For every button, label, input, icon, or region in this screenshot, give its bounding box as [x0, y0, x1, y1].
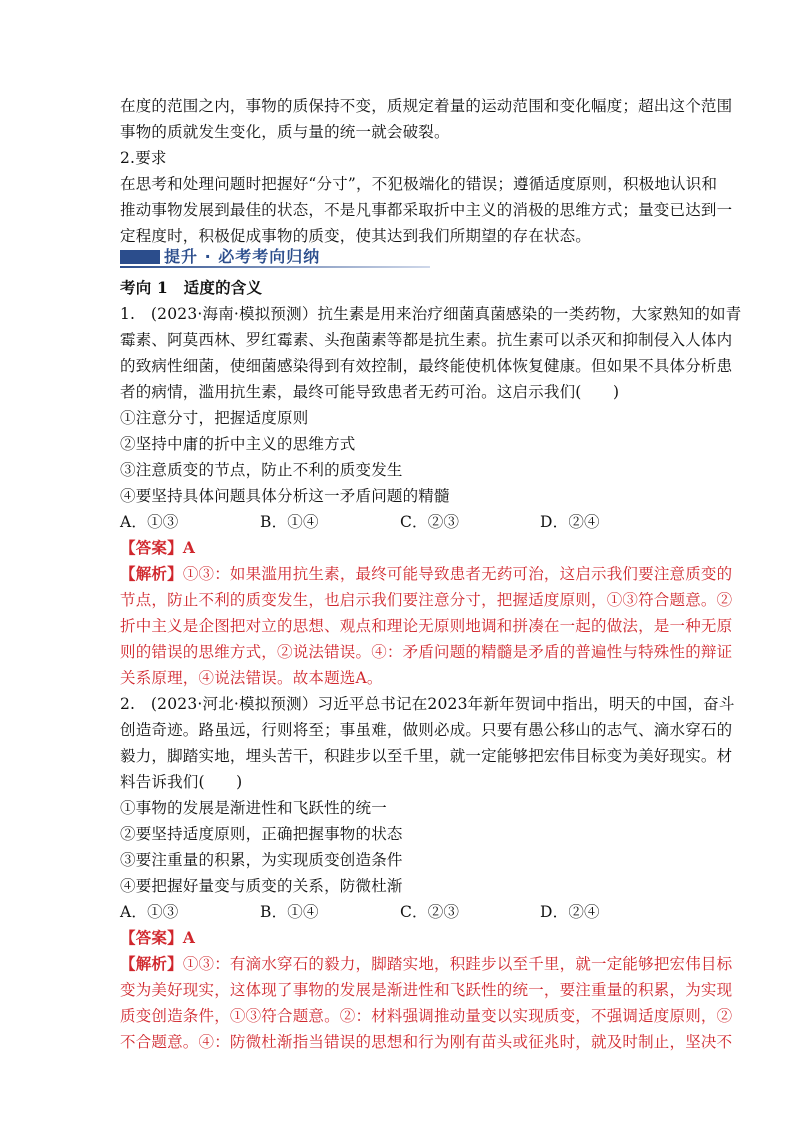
q2-answer-value: A [182, 928, 196, 947]
q1-analysis-line-5: 关系原理，④说法错误。故本题选A。 [120, 669, 383, 687]
section-heading-requirements: 2.要求 [120, 149, 167, 167]
q2-statement-2: ②要坚持适度原则，正确把握事物的状态 [120, 825, 403, 843]
q1-answer-value: A [182, 538, 196, 557]
q2-statement-1: ①事物的发展是渐进性和飞跃性的统一 [120, 799, 387, 817]
q1-statement-4: ④要坚持具体问题具体分析这一矛盾问题的精髓 [120, 487, 450, 505]
section-banner [120, 246, 430, 268]
q1-options [120, 512, 680, 532]
intro-line-2: 事物的质就发生变化，质与量的统一就会破裂。 [120, 123, 450, 141]
banner-bar-decoration [120, 250, 160, 264]
q1-statement-3: ③注意质变的节点，防止不利的质变发生 [120, 461, 403, 479]
q1-option-c: C．②③ [400, 513, 460, 531]
q1-analysis-line-4: 则的错误的思维方式，②说法错误。④：矛盾问题的精髓是矛盾的普遍性与特殊性的辩证 [120, 643, 733, 661]
q1-stem-line-1: 1. (2023·海南·模拟预测）抗生素是用来治疗细菌真菌感染的一类药物，大家熟知的如青 [120, 305, 742, 323]
q1-answer-tag: 【答案】 [120, 538, 183, 557]
q1-analysis-tag: 【解析】 [120, 564, 183, 583]
q1-analysis-line-1 [120, 564, 732, 584]
q2-stem-line-2: 创造奇迹。路虽远，行则将至；事虽难，做则必成。只要有愚公移山的志气、滴水穿石的 [120, 721, 733, 739]
direction-title: 考向 1 适度的含义 [120, 278, 263, 297]
q1-option-a: A．①③ [120, 513, 179, 531]
q2-options [120, 902, 680, 922]
q2-analysis-line-4: 不合题意。④：防微杜渐指当错误的思想和行为刚有苗头或征兆时，就及时制止，坚决不 [120, 1033, 733, 1051]
q2-analysis-line-2: 变为美好现实，这体现了事物的发展是渐进性和飞跃性的统一，要注重量的积累，为实现 [120, 981, 733, 999]
banner-underline [120, 266, 430, 268]
q2-option-d: D．②④ [540, 903, 600, 921]
q1-stem-line-4: 者的病情，滥用抗生素，最终可能导致患者无药可治。这启示我们( ) [120, 383, 620, 401]
q2-statement-4: ④要把握好量变与质变的关系，防微杜渐 [120, 877, 403, 895]
q2-option-b: B．①④ [260, 903, 319, 921]
q2-stem-line-1: 2. (2023·河北·模拟预测）习近平总书记在2023年新年贺词中指出，明天的中国，奋斗 [120, 695, 735, 713]
requirement-line-3: 定程度时，积极促成事物的质变，使其达到我们所期望的存在状态。 [120, 227, 592, 245]
q1-stem-line-3: 的致病性细菌，使细菌感染得到有效控制，最终能使机体恢复健康。但如果不具体分析患 [120, 357, 733, 375]
q2-option-c: C．②③ [400, 903, 460, 921]
q1-answer [120, 538, 195, 558]
banner-title: 提升 · 必考考向归纳 [164, 247, 321, 266]
q1-analysis-text-1: ①③：如果滥用抗生素，最终可能导致患者无药可治，这启示我们要注意质变的 [182, 565, 733, 583]
q1-analysis-line-2: 节点，防止不利的质变发生，也启示我们要注意分寸，把握适度原则，①③符合题意。② [120, 591, 733, 609]
q2-analysis-line-1 [120, 954, 732, 974]
q1-stem-line-2: 霉素、阿莫西林、罗红霉素、头孢菌素等都是抗生素。抗生素可以杀灭和抑制侵入人体内 [120, 331, 733, 349]
q2-statement-3: ③要注重量的积累，为实现质变创造条件 [120, 851, 403, 869]
q1-option-d: D．②④ [540, 513, 600, 531]
q2-analysis-line-3: 质变创造条件，①③符合题意。②：材料强调推动量变以实现质变，不强调适度原则，② [120, 1007, 733, 1025]
q1-statement-1: ①注意分寸，把握适度原则 [120, 409, 309, 427]
requirement-line-2: 推动事物发展到最佳的状态，不是凡事都采取折中主义的消极的思维方式；量变已达到一 [120, 201, 733, 219]
requirement-line-1: 在思考和处理问题时把握好“分寸”，不犯极端化的错误；遵循适度原则，积极地认识和 [120, 175, 718, 193]
q2-analysis-tag: 【解析】 [120, 954, 183, 973]
q2-option-a: A．①③ [120, 903, 179, 921]
q1-analysis-line-3: 折中主义是企图把对立的思想、观点和理论无原则地调和拼凑在一起的做法，是一种无原 [120, 617, 733, 635]
q2-stem-line-3: 毅力，脚踏实地，埋头苦干，积跬步以至千里，就一定能够把宏伟目标变为美好现实。材 [120, 747, 733, 765]
q1-option-b: B．①④ [260, 513, 319, 531]
q2-stem-line-4: 料告诉我们( ) [120, 773, 243, 791]
q1-statement-2: ②坚持中庸的折中主义的思维方式 [120, 435, 356, 453]
q2-answer-tag: 【答案】 [120, 928, 183, 947]
q2-analysis-text-1: ①③：有滴水穿石的毅力，脚踏实地，积跬步以至千里，就一定能够把宏伟目标 [182, 955, 733, 973]
q2-answer [120, 928, 195, 948]
intro-line-1: 在度的范围之内，事物的质保持不变，质规定着量的运动范围和变化幅度；超出这个范围 [120, 97, 733, 115]
